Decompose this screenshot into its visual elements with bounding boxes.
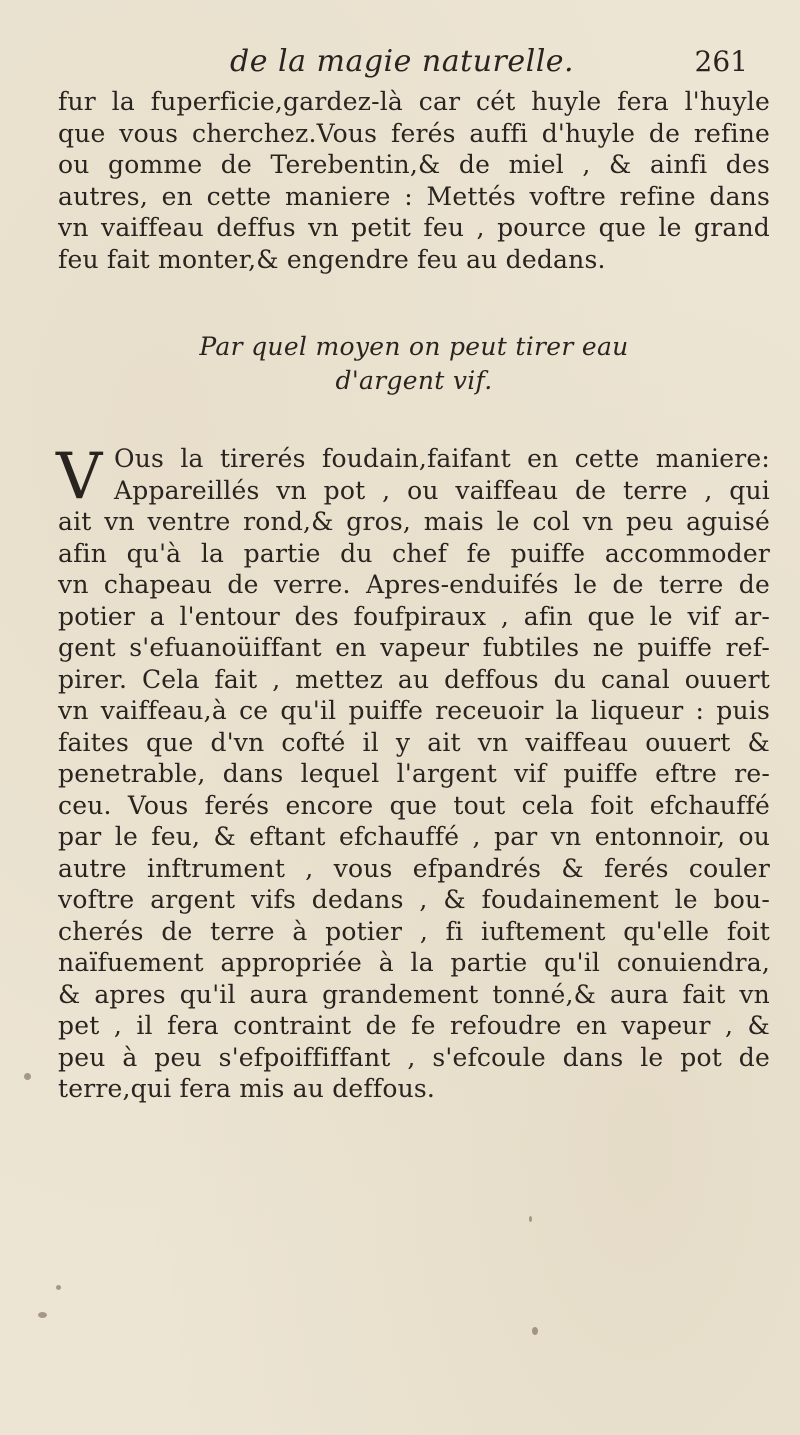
text-line: potier a l'entour des foufpiraux , afin que le vif ar- <box>58 601 770 631</box>
ink-spot <box>56 1285 61 1290</box>
text-line: vn chapeau de verre. Apres-enduifés le de terre de <box>58 570 770 599</box>
text-line: ou gomme de Terebentin,& de miel , & ainfi des <box>58 150 770 179</box>
text-line: pet , il fera contraint de fe refoudre en vapeur , & <box>58 1011 770 1040</box>
ink-spot <box>532 1327 538 1335</box>
section-heading <box>58 330 770 398</box>
page-header <box>230 44 760 88</box>
body-paragraph <box>56 440 770 1105</box>
ink-spot <box>24 1073 31 1080</box>
heading-line: d'argent vif. <box>335 366 493 395</box>
text-line: par le feu, & eftant efchauffé , par vn entonnoir, ou <box>58 822 770 851</box>
text-line: vn vaiffeau deffus vn petit feu , pource que le grand <box>58 213 770 242</box>
heading-line: Par quel moyen on peut tirer eau <box>199 332 629 361</box>
text-line: cherés de terre à potier , fi iuftement qu'elle foit <box>58 916 770 946</box>
text-line: penetrable, dans lequel l'argent vif puiffe eftre re- <box>58 759 770 788</box>
text-line: fur la fuperficie,gardez-là car cét huyle fera l'huyle <box>58 87 770 116</box>
text-line: gent s'efuanoüiffant en vapeur fubtiles ne puiffe ref- <box>58 633 770 662</box>
text-line: ait vn ventre rond,& gros, mais le col vn peu aguisé <box>58 507 770 536</box>
ink-spot <box>529 1216 532 1222</box>
text-line: Appareillés vn pot , ou vaiffeau de terre , qui <box>114 475 770 505</box>
text-line: pirer. Cela fait , mettez au deffous du canal ouuert <box>58 664 770 694</box>
text-line: naïfuement appropriée à la partie qu'il conuiendra, <box>58 948 770 977</box>
text-line: autres, en cette maniere : Mettés voftre refine dans <box>58 181 770 211</box>
text-line: voftre argent vifs dedans , & foudainement le bou- <box>58 885 770 914</box>
text-line: autre inftrument , vous efpandrés & ferés couler <box>58 853 770 883</box>
text-line: feu fait monter,& engendre feu au dedans. <box>58 244 606 274</box>
page-number: 261 <box>694 45 748 78</box>
text-line: afin qu'à la partie du chef fe puiffe accommoder <box>58 538 770 568</box>
text-line: que vous cherchez.Vous ferés auffi d'huyle de refine <box>58 118 770 148</box>
text-line: terre,qui fera mis au deffous. <box>58 1074 436 1103</box>
intro-paragraph <box>58 86 770 275</box>
ink-spot <box>38 1312 47 1318</box>
text-line: & apres qu'il aura grandement tonné,& aura fait vn <box>58 979 770 1009</box>
running-title: de la magie naturelle. <box>230 44 575 79</box>
text-line: ceu. Vous ferés encore que tout cela foit efchauffé <box>58 790 770 820</box>
text-line: Ous la tirerés foudain,faifant en cette maniere: <box>114 444 770 473</box>
drop-cap: V <box>56 440 103 514</box>
drop-cap-block <box>56 440 770 514</box>
text-line: peu à peu s'efpoiffiffant , s'efcoule dans le pot de <box>58 1042 770 1072</box>
text-line: vn vaiffeau,à ce qu'il puiffe receuoir la liqueur : puis <box>58 696 770 725</box>
text-line: faites que d'vn cofté il y ait vn vaiffeau ouuert & <box>58 727 770 757</box>
